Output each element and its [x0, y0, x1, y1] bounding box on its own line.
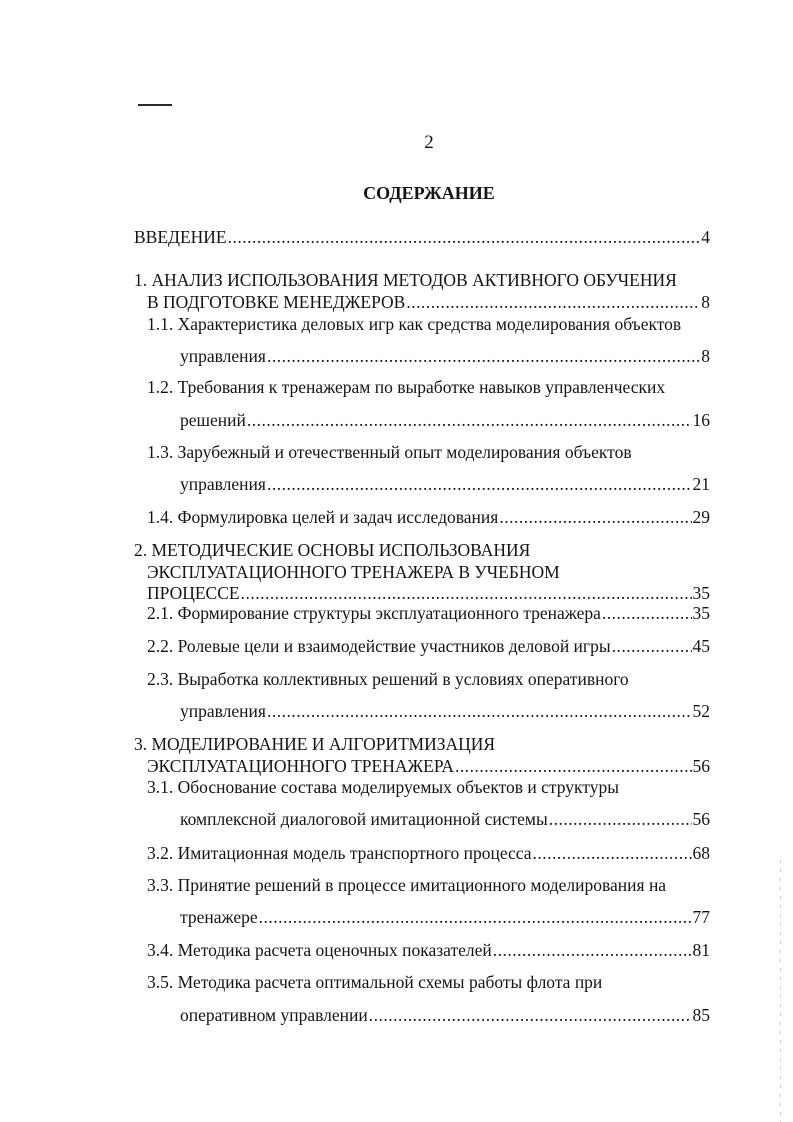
toc-entry-text: 3.5. Методика расчета оптимальной схемы работы флота при — [147, 972, 603, 992]
toc-page-number: 52 — [692, 701, 710, 721]
scan-edge — [780, 860, 781, 1122]
toc-entry-text: 3.4. Методика расчета оценочных показателей — [147, 940, 492, 960]
toc-entry-text: 2.2. Ролевые цели и взаимодействие участников деловой игры — [147, 636, 611, 656]
dot-leader — [267, 346, 700, 367]
toc-entry-text: В ПОДГОТОВКЕ МЕНЕДЖЕРОВ — [147, 292, 406, 312]
toc-entry-text: ВВЕДЕНИЕ — [134, 227, 227, 247]
toc-page-number: 81 — [692, 940, 710, 960]
toc-entry-text: 1.2. Требования к тренажерам по выработке навыков управленческих — [147, 377, 666, 397]
toc-entry-text: 1.1. Характеристика деловых игр как средства моделирования объектов — [147, 314, 682, 334]
toc-entry-text: решений — [180, 410, 246, 430]
dot-leader — [267, 701, 692, 722]
dot-leader — [369, 1005, 692, 1026]
page-number: 2 — [424, 132, 434, 153]
dot-leader — [259, 907, 692, 928]
toc-entry-text: комплексной диалоговой имитационной системы — [180, 809, 548, 829]
dot-leader — [602, 603, 692, 624]
scan-mark — [138, 104, 172, 106]
toc-page-number: 4 — [701, 227, 710, 247]
toc-page-number: 77 — [692, 907, 710, 927]
toc-entry-text: 3. МОДЕЛИРОВАНИЕ И АЛГОРИТМИЗАЦИЯ — [134, 734, 496, 754]
toc-page-number: 56 — [692, 809, 710, 829]
toc-entry-text: 2. МЕТОДИЧЕСКИЕ ОСНОВЫ ИСПОЛЬЗОВАНИЯ — [134, 540, 531, 560]
dot-leader — [241, 583, 692, 604]
dot-leader — [228, 227, 701, 248]
toc-page-number: 45 — [692, 636, 710, 656]
dot-leader — [533, 843, 692, 864]
toc-page-number: 8 — [701, 346, 710, 366]
toc-entry-text: 2.3. Выработка коллективных решений в условиях оперативного — [147, 669, 629, 689]
toc-entry-text: управления — [180, 474, 266, 494]
dot-leader — [455, 756, 692, 777]
toc-page-number: 35 — [692, 603, 710, 623]
toc-entry-text: 3.1. Обоснование состава моделируемых объектов и структуры — [147, 777, 619, 797]
dot-leader — [549, 809, 692, 830]
toc-entry-text: 1. АНАЛИЗ ИСПОЛЬЗОВАНИЯ МЕТОДОВ АКТИВНОГО ОБУЧЕНИЯ — [134, 270, 677, 290]
dot-leader — [247, 410, 692, 431]
toc-page-number: 85 — [692, 1005, 710, 1025]
toc-entry-text: 2.1. Формирование структуры эксплуатационного тренажера — [147, 603, 601, 623]
toc-entry-text: 1.3. Зарубежный и отечественный опыт моделирования объектов — [147, 442, 632, 462]
toc-page-number: 68 — [692, 843, 710, 863]
toc-entry-text: тренажере — [180, 907, 258, 927]
toc-entry-text: 3.3. Принятие решений в процессе имитационного моделирования на — [147, 875, 667, 895]
dot-leader — [499, 507, 691, 528]
dot-leader — [406, 292, 700, 313]
toc-entry-text: управления — [180, 346, 266, 366]
toc-entry-text: 3.2. Имитационная модель транспортного процесса — [147, 843, 532, 863]
toc-page-number: 35 — [692, 583, 710, 603]
toc-page-number: 29 — [692, 507, 710, 527]
toc-entry-text: оперативном управлении — [180, 1005, 368, 1025]
toc-entry-text: ПРОЦЕССЕ — [147, 583, 240, 603]
toc-entry-text: ЭКСПЛУАТАЦИОННОГО ТРЕНАЖЕРА — [147, 756, 454, 776]
toc-page-number: 16 — [692, 410, 710, 430]
dot-leader — [493, 940, 692, 961]
toc-entry-text: управления — [180, 701, 266, 721]
toc-entry-text: 1.4. Формулировка целей и задач исследования — [147, 507, 499, 527]
dot-leader — [267, 474, 692, 495]
toc-page-number: 21 — [692, 474, 710, 494]
dot-leader — [612, 636, 692, 657]
toc-page-number: 8 — [701, 292, 710, 312]
toc-page-number: 56 — [692, 756, 710, 776]
page-title: СОДЕРЖАНИЕ — [363, 183, 495, 203]
toc-entry-text: ЭКСПЛУАТАЦИОННОГО ТРЕНАЖЕРА В УЧЕБНОМ — [147, 562, 560, 582]
